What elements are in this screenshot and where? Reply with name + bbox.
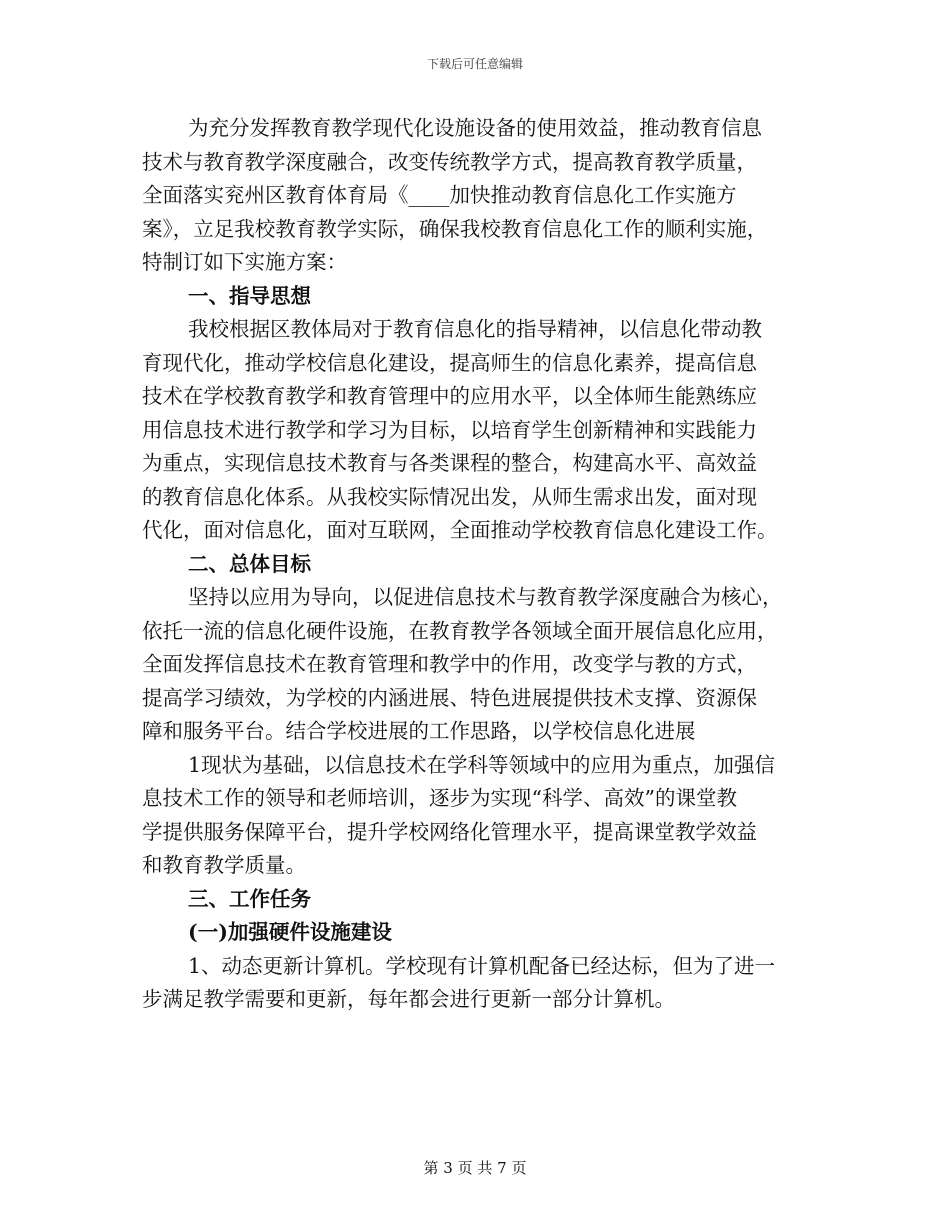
paragraph-line: 用信息技术进行教学和学习为目标，以培育学生创新精神和实践能力 xyxy=(142,417,757,442)
paragraph-line: 依托一流的信息化硬件设施，在教育教学各领域全面开展信息化应用， xyxy=(142,618,778,643)
paragraph-line: 学提供服务保障平台，提升学校网络化管理水平，提高课堂教学效益 xyxy=(142,819,757,844)
section-heading: (一)加强硬件设施建设 xyxy=(188,920,392,944)
section-heading: 一、指导思想 xyxy=(188,283,311,308)
paragraph-line: 障和服务平台。结合学校进展的工作思路，以学校信息化进展 xyxy=(142,719,696,743)
document-body xyxy=(142,112,810,1017)
paragraph-line: 为重点，实现信息技术教育与各类课程的整合，构建高水平、高效益 xyxy=(142,451,757,475)
paragraph-line: 代化，面对信息化，面对互联网，全面推动学校教育信息化建设工作。 xyxy=(142,518,778,542)
paragraph-line: 和教育教学质量。 xyxy=(142,853,306,877)
paragraph-line: 我校根据区教体局对于教育信息化的指导精神，以信息化带动教 xyxy=(188,317,762,341)
paragraph-line: 全面落实兖州区教育体育局《____加快推动教育信息化工作实施方 xyxy=(142,183,737,207)
paragraph-line: 技术与教育教学深度融合，改变传统教学方式，提高教育教学质量， xyxy=(142,149,757,174)
paragraph-line: 提高学习绩效，为学校的内涵进展、特色进展提供技术支撑、资源保 xyxy=(142,685,757,710)
paragraph-line: 1、动态更新计算机。学校现有计算机配备已经达标，但为了进一 xyxy=(188,953,776,978)
paragraph-line: 为充分发挥教育教学现代化设施设备的使用效益，推动教育信息 xyxy=(188,116,762,140)
paragraph-line: 特制订如下实施方案： xyxy=(142,250,347,274)
paragraph-line: 案》，立足我校教育教学实际，确保我校教育信息化工作的顺利实施， xyxy=(142,216,768,241)
page-header: 下载后可任意编辑 xyxy=(426,57,523,71)
paragraph-line: 育现代化，推动学校信息化建设，提高师生的信息化素养，提高信息 xyxy=(142,350,757,375)
paragraph-line: 的教育信息化体系。从我校实际情况出发，从师生需求出发，面对现 xyxy=(142,484,757,509)
paragraph-line: 坚持以应用为导向，以促进信息技术与教育教学深度融合为核心， xyxy=(188,585,783,609)
paragraph-line: 步满足教学需要和更新，每年都会进行更新一部分计算机。 xyxy=(142,987,675,1011)
section-heading: 二、总体目标 xyxy=(188,551,311,576)
paragraph-line: 全面发挥信息技术在教育管理和教学中的作用，改变学与教的方式， xyxy=(142,652,757,676)
paragraph-line: 1现状为基础，以信息技术在学科等领域中的应用为重点，加强信 xyxy=(188,752,776,777)
paragraph-line: 技术在学校教育教学和教育管理中的应用水平，以全体师生能熟练应 xyxy=(142,384,757,408)
section-heading: 三、工作任务 xyxy=(188,886,311,911)
paragraph-line: 息技术工作的领导和老师培训，逐步为实现“科学、高效”的课堂教 xyxy=(142,786,737,810)
page-footer: 第 3 页 共 7 页 xyxy=(423,1159,527,1177)
